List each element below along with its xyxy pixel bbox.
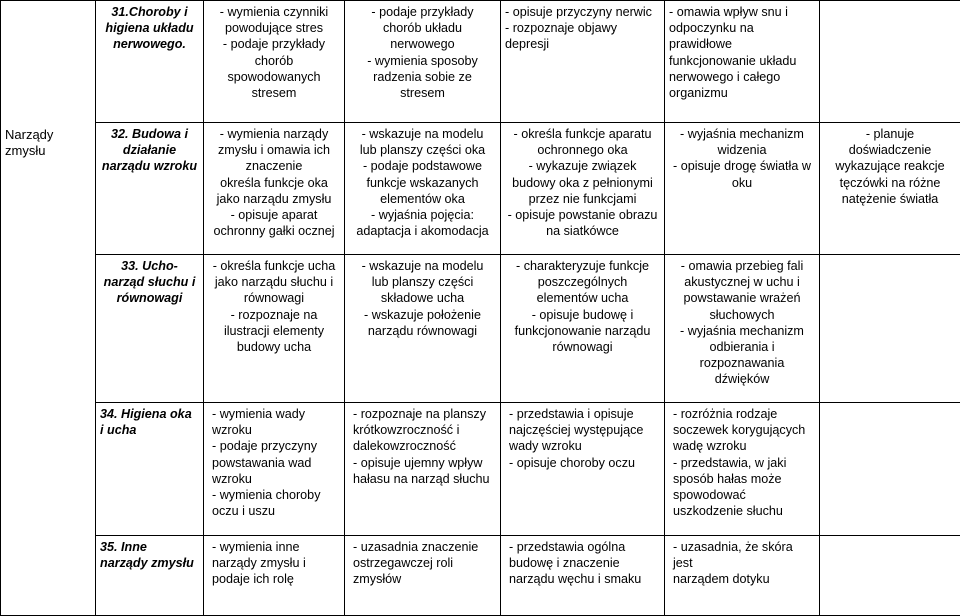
cell-text-line: - rozpoznaje na planszy [353, 406, 496, 422]
cell-text-line: - omawia przebieg fali [669, 258, 815, 274]
cell-text-line: - przedstawia, w jaki [673, 455, 815, 471]
cell-text-line: - uzasadnia znaczenie [353, 539, 496, 555]
cell-text-line: zmysłów [353, 571, 496, 587]
cell-text-line: - opisuje choroby oczu [509, 455, 660, 471]
requirement-cell [665, 1, 820, 123]
cell-text-line: - podaje przykłady [208, 36, 340, 52]
cell-text-line: podaje ich rolę [212, 571, 340, 587]
cell-text-line: 31.Choroby i [100, 4, 199, 20]
cell-text-line: dalekowzroczność [353, 438, 496, 454]
cell-text-line: spowodowanych [208, 69, 340, 85]
cell-text-line: - charakteryzuje funkcje [505, 258, 660, 274]
cell-text-line: tęczówki na różne [824, 175, 956, 191]
cell-text-line: - wskazuje położenie [349, 307, 496, 323]
requirement-cell [665, 403, 820, 536]
cell-text-line: równowagi [208, 290, 340, 306]
group-cell [1, 403, 96, 536]
cell-text-line: jako narządu słuchu i [208, 274, 340, 290]
cell-text-line: oku [669, 175, 815, 191]
table-row [1, 1, 960, 123]
cell-text-line: wzroku [212, 471, 340, 487]
cell-text-line: narządy zmysłu i [212, 555, 340, 571]
cell-text-line: ilustracji elementy [208, 323, 340, 339]
cell-text-line: stresem [349, 85, 496, 101]
cell-text-line: rozpoznawania [669, 355, 815, 371]
cell-text-line: równowagi [505, 339, 660, 355]
cell-text-line: - podaje podstawowe [349, 158, 496, 174]
cell-text-line: radzenia sobie ze [349, 69, 496, 85]
cell-text-line: krótkowzroczność i [353, 422, 496, 438]
cell-text-line: - wymienia narządy [208, 126, 340, 142]
group-cell [1, 536, 96, 616]
cell-text-line: słuchowych [669, 307, 815, 323]
group-cell [1, 123, 96, 255]
cell-text-line: elementów ucha [505, 290, 660, 306]
cell-text-line: - wymienia sposoby [349, 53, 496, 69]
cell-text-line: na siatkówce [505, 223, 660, 239]
cell-text-line: chorób układu [349, 20, 496, 36]
cell-text-line: lub planszy części oka [349, 142, 496, 158]
topic-cell [96, 1, 204, 123]
requirement-cell [820, 536, 960, 616]
cell-text-line: - przedstawia ogólna [509, 539, 660, 555]
cell-text-line: - wymienia choroby [212, 487, 340, 503]
requirement-cell [820, 255, 960, 403]
group-cell [1, 255, 96, 403]
cell-text-line: - planuje [824, 126, 956, 142]
cell-text-line: poszczególnych [505, 274, 660, 290]
cell-text-line: ostrzegawczej roli [353, 555, 496, 571]
cell-text-line: - wskazuje na modelu [349, 258, 496, 274]
cell-text-line: zmysłu i omawia ich [208, 142, 340, 158]
cell-text-line: dźwięków [669, 371, 815, 387]
requirement-cell [204, 1, 345, 123]
cell-text-line: sposób hałas może [673, 471, 815, 487]
cell-text-line: - wyjaśnia mechanizm [669, 126, 815, 142]
cell-text-line: narządy zmysłu [100, 555, 199, 571]
cell-text-line: higiena układu [100, 20, 199, 36]
group-cell [1, 1, 96, 123]
cell-text-line: 34. Higiena oka [100, 406, 199, 422]
cell-text-line: narząd słuchu i [100, 274, 199, 290]
requirement-cell [345, 1, 501, 123]
cell-text-line: i ucha [100, 422, 199, 438]
cell-text-line: działanie [100, 142, 199, 158]
cell-text-line: - rozróżnia rodzaje [673, 406, 815, 422]
cell-text-line: - opisuje przyczyny nerwic [505, 4, 660, 20]
cell-text-line: - wyjaśnia mechanizm [669, 323, 815, 339]
requirement-cell [345, 403, 501, 536]
cell-text-line: jako narządu zmysłu [208, 191, 340, 207]
cell-text-line: budowy oka z pełnionymi [505, 175, 660, 191]
cell-text-line: funkcjonowanie narządu [505, 323, 660, 339]
cell-text-line: lub planszy części [349, 274, 496, 290]
requirement-cell [665, 255, 820, 403]
cell-text-line: doświadczenie [824, 142, 956, 158]
table-row [1, 536, 960, 616]
cell-text-line: oczu i uszu [212, 503, 340, 519]
cell-text-line: uszkodzenie słuchu [673, 503, 815, 519]
cell-text-line: - opisuje budowę i [505, 307, 660, 323]
cell-text-line: - opisuje aparat [208, 207, 340, 223]
cell-text-line: 35. Inne [100, 539, 199, 555]
requirement-cell [501, 1, 665, 123]
requirement-cell [820, 403, 960, 536]
cell-text-line: 33. Ucho- [100, 258, 199, 274]
cell-text-line: soczewek korygujących [673, 422, 815, 438]
cell-text-line: powstawanie wrażeń [669, 290, 815, 306]
cell-text-line: wykazujące reakcje [824, 158, 956, 174]
cell-text-line: znaczenie [208, 158, 340, 174]
cell-text-line: powstawania wad [212, 455, 340, 471]
cell-text-line: - rozpoznaje objawy [505, 20, 660, 36]
cell-text-line: 32. Budowa i [100, 126, 199, 142]
requirement-cell [820, 123, 960, 255]
requirement-cell [501, 255, 665, 403]
cell-text-line: - wymienia inne [212, 539, 340, 555]
cell-text-line: składowe ucha [349, 290, 496, 306]
cell-text-line: wady wzroku [509, 438, 660, 454]
cell-text-line: stresem [208, 85, 340, 101]
requirement-cell [345, 536, 501, 616]
cell-text-line: wzroku [212, 422, 340, 438]
cell-text-line: - opisuje drogę światła w [669, 158, 815, 174]
cell-text-line: - podaje przyczyny [212, 438, 340, 454]
topic-cell [96, 403, 204, 536]
table-row [1, 403, 960, 536]
cell-text-line: przez nie funkcjami [505, 191, 660, 207]
cell-text-line: - określa funkcje ucha [208, 258, 340, 274]
cell-text-line: ochronnego oka [505, 142, 660, 158]
requirement-cell [204, 536, 345, 616]
cell-text-line: powodujące stres [208, 20, 340, 36]
cell-text-line: chorób [208, 53, 340, 69]
cell-text-line: - opisuje powstanie obrazu [505, 207, 660, 223]
cell-text-line: narządem dotyku [673, 571, 815, 587]
cell-text-line: odbierania i [669, 339, 815, 355]
requirement-cell [501, 536, 665, 616]
group-label: zmysłu [5, 143, 91, 159]
cell-text-line: widzenia [669, 142, 815, 158]
cell-text-line: - rozpoznaje na [208, 307, 340, 323]
cell-text-line: narządu równowagi [349, 323, 496, 339]
cell-text-line: budowy ucha [208, 339, 340, 355]
cell-text-line: akustycznej w uchu i [669, 274, 815, 290]
table-row [1, 255, 960, 403]
cell-text-line: - określa funkcje aparatu [505, 126, 660, 142]
cell-text-line: adaptacja i akomodacja [349, 223, 496, 239]
cell-text-line: narządu węchu i smaku [509, 571, 660, 587]
cell-text-line: - wykazuje związek [505, 158, 660, 174]
cell-text-line: - uzasadnia, że skóra jest [673, 539, 815, 571]
cell-text-line: ochronny gałki ocznej [208, 223, 340, 239]
cell-text-line: - wyjaśnia pojęcia: [349, 207, 496, 223]
cell-text-line: odpoczynku na [669, 20, 815, 36]
topic-cell [96, 536, 204, 616]
requirement-cell [204, 255, 345, 403]
requirement-cell [820, 1, 960, 123]
requirement-cell [665, 123, 820, 255]
group-label: Narządy [5, 127, 91, 143]
cell-text-line: - omawia wpływ snu i [669, 4, 815, 20]
cell-text-line: budowę i znaczenie [509, 555, 660, 571]
cell-text-line: natężenie światła [824, 191, 956, 207]
cell-text-line: - podaje przykłady [349, 4, 496, 20]
topic-cell [96, 255, 204, 403]
cell-text-line: elementów oka [349, 191, 496, 207]
cell-text-line: - wymienia czynniki [208, 4, 340, 20]
cell-text-line: funkcjonowanie układu [669, 53, 815, 69]
cell-text-line: organizmu [669, 85, 815, 101]
cell-text-line: najczęściej występujące [509, 422, 660, 438]
topic-cell [96, 123, 204, 255]
cell-text-line: depresji [505, 36, 660, 52]
cell-text-line: wadę wzroku [673, 438, 815, 454]
table-row [1, 123, 960, 255]
cell-text-line: - opisuje ujemny wpływ [353, 455, 496, 471]
cell-text-line: hałasu na narząd słuchu [353, 471, 496, 487]
requirement-cell [501, 123, 665, 255]
cell-text-line: równowagi [100, 290, 199, 306]
cell-text-line: spowodować [673, 487, 815, 503]
requirement-cell [204, 123, 345, 255]
cell-text-line: - przedstawia i opisuje [509, 406, 660, 422]
cell-text-line: narządu wzroku [100, 158, 199, 174]
requirement-cell [345, 255, 501, 403]
cell-text-line: - wymienia wady [212, 406, 340, 422]
requirement-cell [345, 123, 501, 255]
cell-text-line: określa funkcje oka [208, 175, 340, 191]
requirement-cell [501, 403, 665, 536]
cell-text-line: - wskazuje na modelu [349, 126, 496, 142]
requirement-cell [665, 536, 820, 616]
cell-text-line: prawidłowe [669, 36, 815, 52]
cell-text-line: nerwowego i całego [669, 69, 815, 85]
cell-text-line: funkcje wskazanych [349, 175, 496, 191]
requirement-cell [204, 403, 345, 536]
cell-text-line: nerwowego. [100, 36, 199, 52]
cell-text-line: nerwowego [349, 36, 496, 52]
